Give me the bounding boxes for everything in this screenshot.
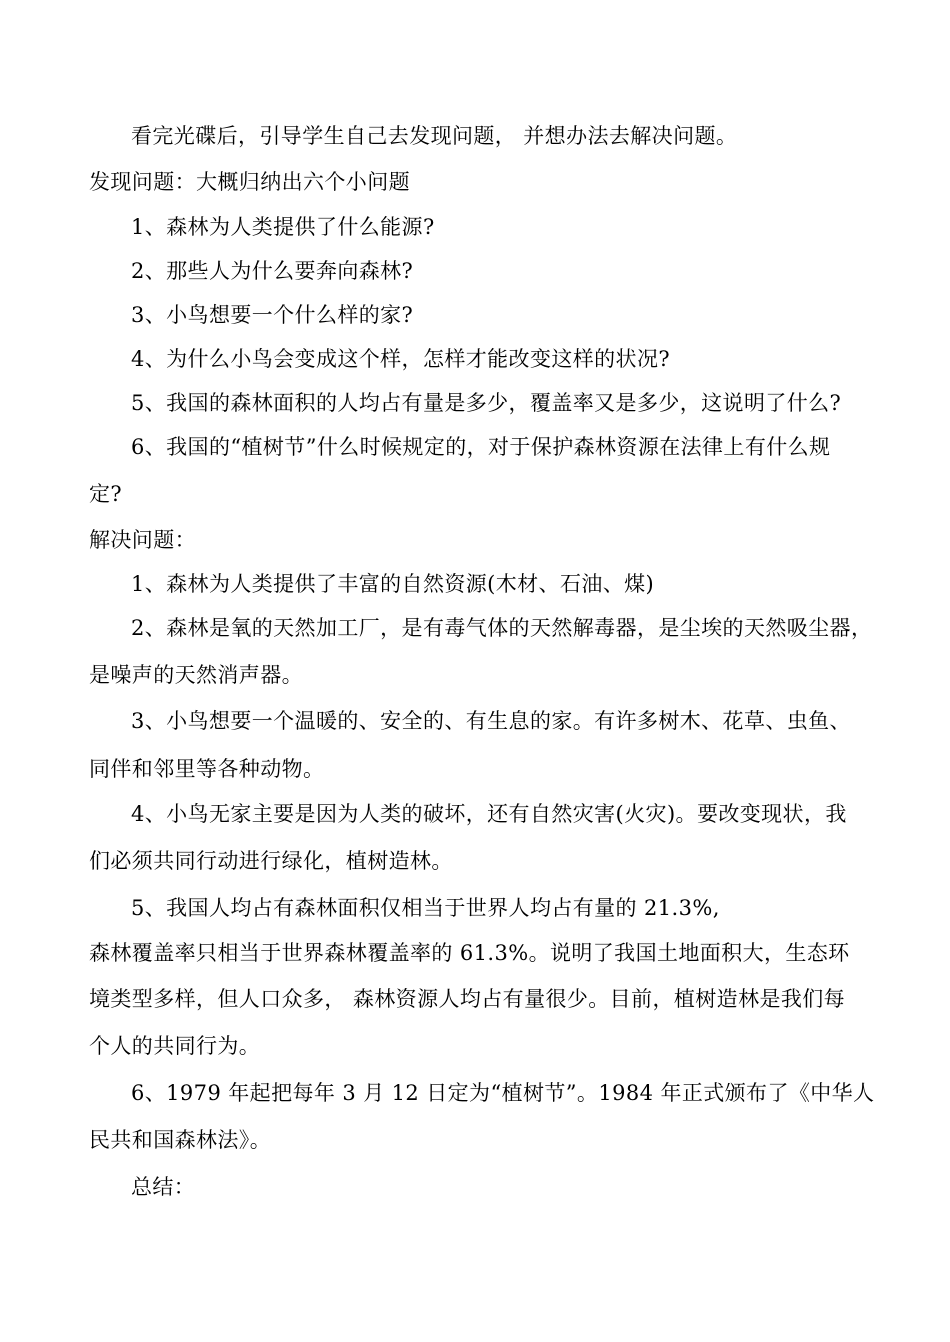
answer-5: 5、我国人均占有森林面积仅相当于世界人均占有量的 21.3%, <box>131 896 720 920</box>
question-6: 6、我国的“植树节”什么时候规定的，对于保护森林资源在法律上有什么规 <box>131 435 831 459</box>
section-heading-find-problems: 发现问题：大概归纳出六个小问题 <box>89 170 410 194</box>
question-4: 4、为什么小鸟会变成这个样，怎样才能改变这样的状况? <box>131 347 671 371</box>
answer-1: 1、森林为人类提供了丰富的自然资源(木材、石油、煤) <box>131 572 655 596</box>
answer-5-line-2: 森林覆盖率只相当于世界森林覆盖率的 61.3%。说明了我国土地面积大，生态环 <box>89 941 850 965</box>
answer-6: 6、1979 年起把每年 3 月 12 日定为“植树节”。1984 年正式颁布了《中华人 <box>131 1081 875 1105</box>
answer-6-continued: 民共和国森林法》。 <box>89 1128 272 1152</box>
section-heading-solve-problems: 解决问题： <box>89 528 196 552</box>
answer-5-line-3: 境类型多样，但人口众多， 森林资源人均占有量很少。目前，植树造林是我们每 <box>89 987 846 1011</box>
answer-2-continued: 是噪声的天然消声器。 <box>89 663 303 687</box>
question-5: 5、我国的森林面积的人均占有量是多少，覆盖率又是多少，这说明了什么? <box>131 391 842 415</box>
intro-line: 看完光碟后，引导学生自己去发现问题， 并想办法去解决问题。 <box>131 124 738 148</box>
question-1: 1、森林为人类提供了什么能源? <box>131 215 435 239</box>
question-2: 2、那些人为什么要奔向森林? <box>131 259 414 283</box>
summary-heading: 总结： <box>131 1175 196 1199</box>
question-6-continued: 定? <box>89 482 123 506</box>
answer-4: 4、小鸟无家主要是因为人类的破坏，还有自然灾害(火灾)。要改变现状，我 <box>131 802 847 826</box>
answer-2: 2、森林是氧的天然加工厂，是有毒气体的天然解毒器，是尘埃的天然吸尘器， <box>131 616 873 640</box>
question-3: 3、小鸟想要一个什么样的家? <box>131 303 414 327</box>
answer-4-continued: 们必须共同行动进行绿化，植树造林。 <box>89 849 453 873</box>
answer-3-continued: 同伴和邻里等各种动物。 <box>89 757 325 781</box>
answer-3: 3、小鸟想要一个温暖的、安全的、有生息的家。有许多树木、花草、虫鱼、 <box>131 709 851 733</box>
answer-5-line-4: 个人的共同行为。 <box>89 1034 261 1058</box>
